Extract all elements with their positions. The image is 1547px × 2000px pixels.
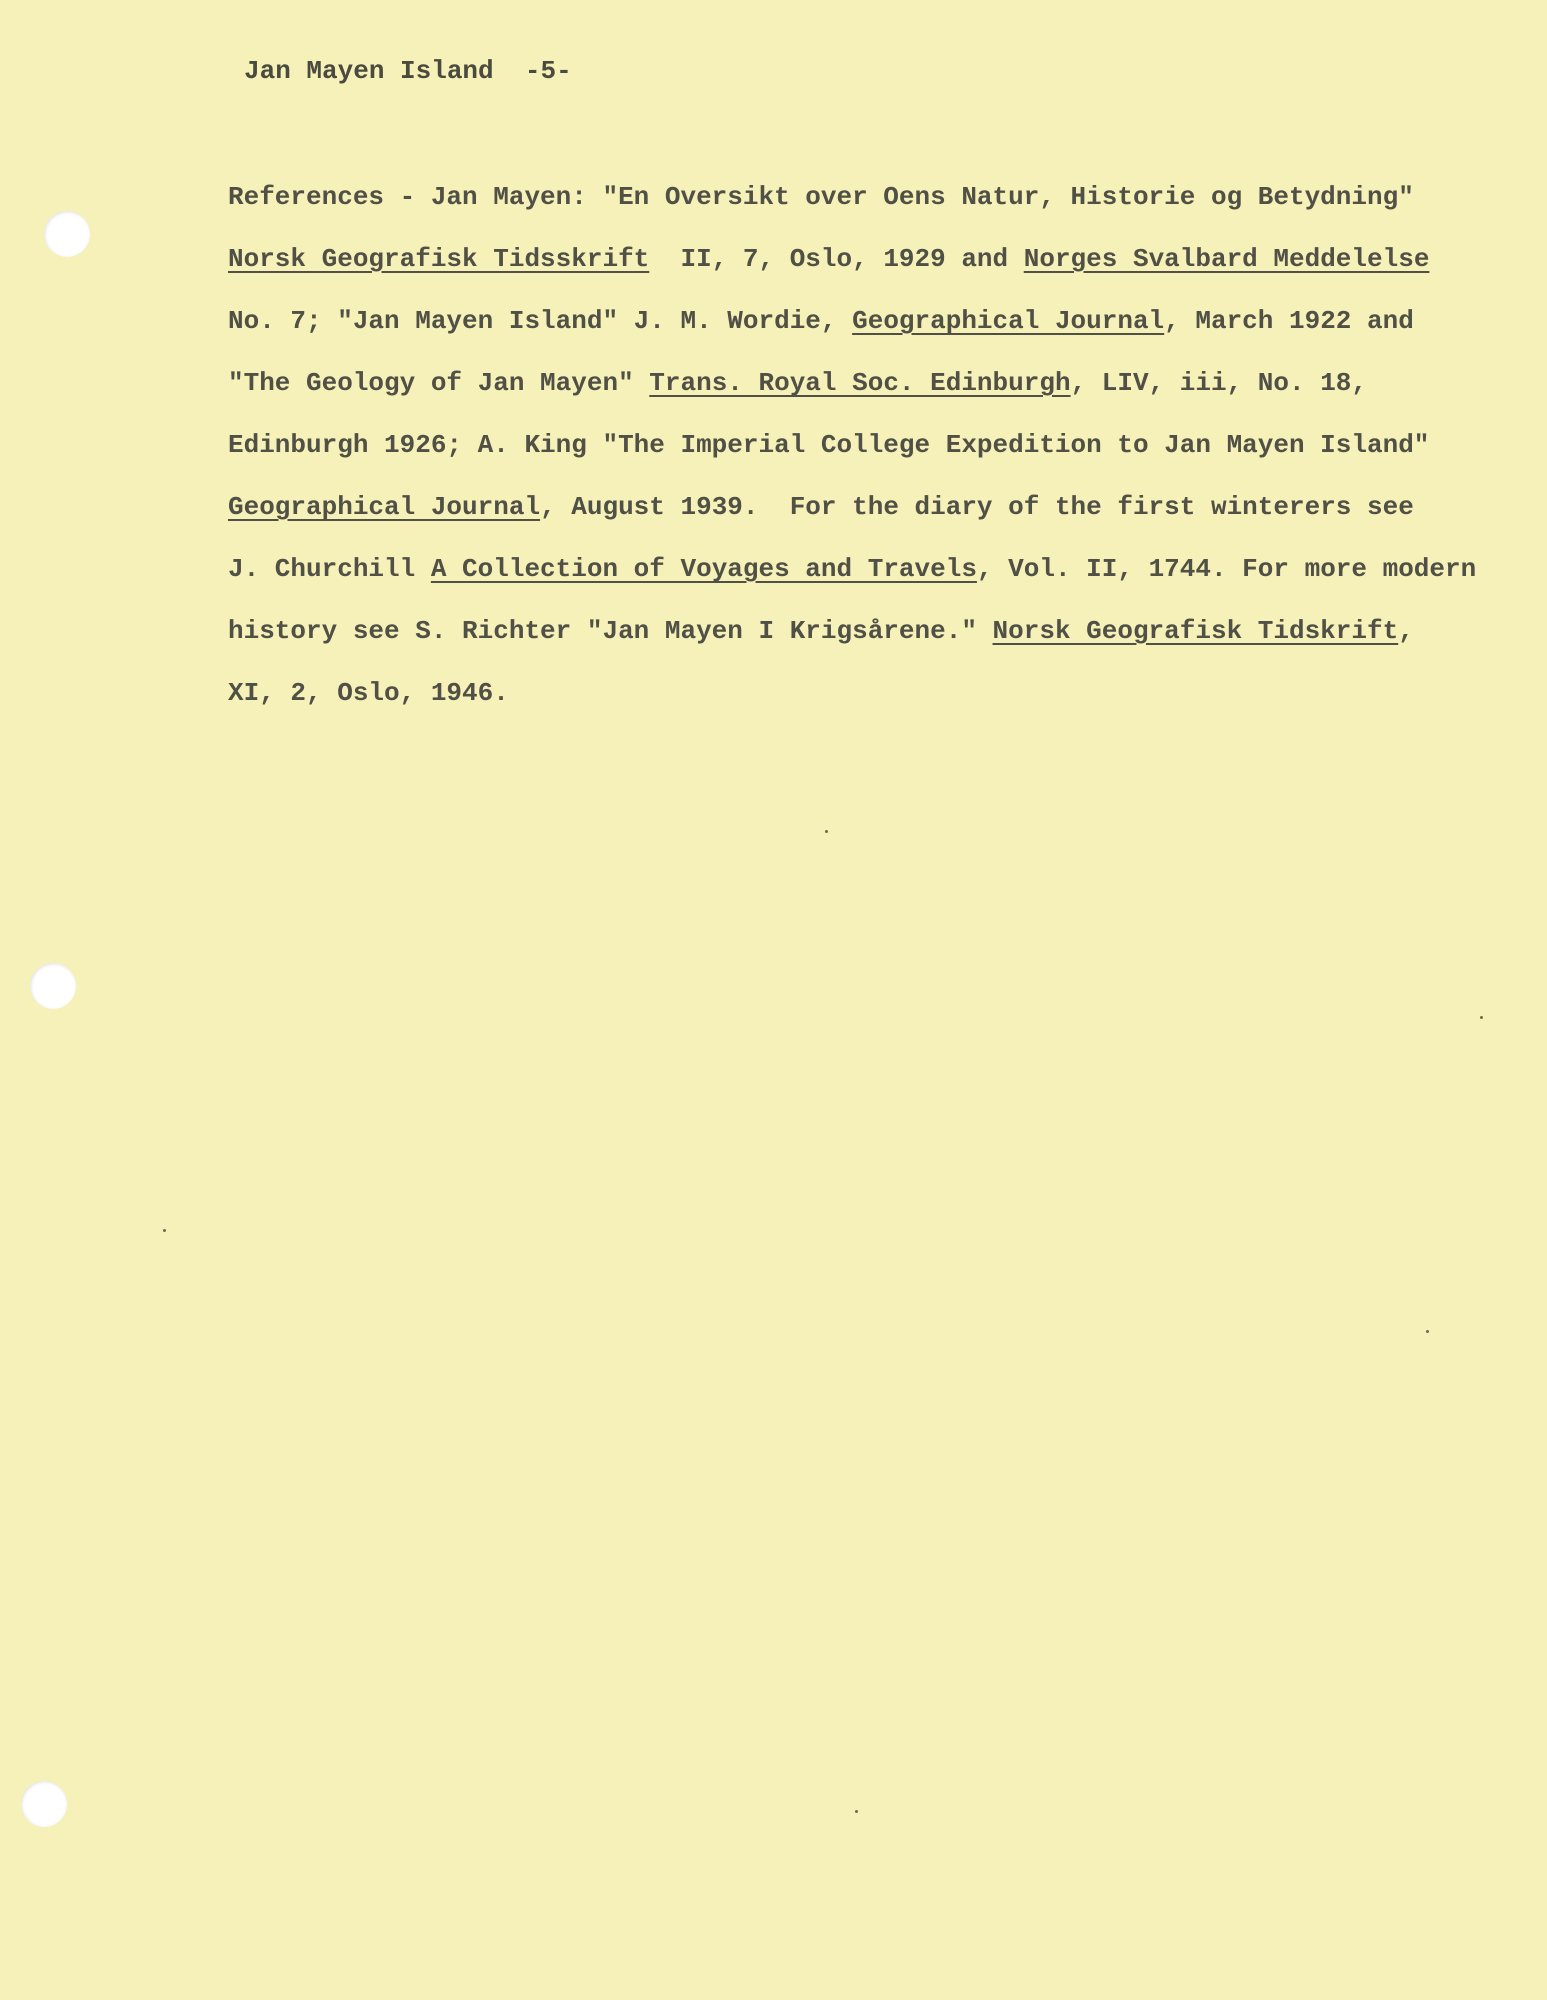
reference-text: Edinburgh 1926; A. King "The Imperial College Expedition to Jan Mayen Island" xyxy=(228,430,1430,460)
underlined-title: Geographical Journal xyxy=(852,306,1165,336)
reference-text: , xyxy=(1398,616,1414,646)
reference-line xyxy=(228,480,1528,542)
underlined-title: Norsk Geografisk Tidskrift xyxy=(992,616,1399,646)
page-number: -5- xyxy=(524,56,572,86)
reference-text: J. Churchill xyxy=(228,554,431,584)
underlined-title: Norsk Geografisk Tidsskrift xyxy=(228,244,650,274)
reference-text: , March 1922 and xyxy=(1164,306,1414,336)
reference-text: history see S. Richter "Jan Mayen I Krigsårene." xyxy=(228,616,993,646)
paper-speck xyxy=(1426,1330,1429,1333)
reference-line xyxy=(228,170,1528,232)
reference-line xyxy=(228,542,1528,604)
reference-text: No. 7; "Jan Mayen Island" J. M. Wordie, xyxy=(228,306,853,336)
punch-hole xyxy=(44,211,90,257)
reference-line xyxy=(228,418,1528,480)
reference-text: , LIV, iii, No. 18, xyxy=(1070,368,1368,398)
reference-text: References - Jan Mayen: "En Oversikt over Oens Natur, Historie og Betydning" xyxy=(228,182,1414,212)
paper-speck xyxy=(1480,1016,1483,1019)
page-header xyxy=(244,56,572,86)
reference-line xyxy=(228,356,1528,418)
paper-speck xyxy=(163,1229,166,1232)
punch-hole xyxy=(21,1781,67,1827)
reference-text: , August 1939. For the diary of the first winterers see xyxy=(540,492,1414,522)
reference-text: XI, 2, Oslo, 1946. xyxy=(228,678,509,708)
reference-text: , Vol. II, 1744. For more modern xyxy=(976,554,1477,584)
reference-line xyxy=(228,666,1528,728)
underlined-title: Norges Svalbard Meddelelse xyxy=(1023,244,1430,274)
reference-text: II, 7, Oslo, 1929 and xyxy=(649,244,1024,274)
underlined-title: Trans. Royal Soc. Edinburgh xyxy=(649,368,1071,398)
references-paragraph xyxy=(228,170,1528,728)
punch-hole xyxy=(30,963,76,1009)
paper-speck xyxy=(825,830,828,833)
underlined-title: Geographical Journal xyxy=(228,492,541,522)
underlined-title: A Collection of Voyages and Travels xyxy=(430,554,977,584)
reference-line xyxy=(228,232,1528,294)
header-title: Jan Mayen Island xyxy=(244,56,494,86)
paper-speck xyxy=(855,1810,858,1813)
reference-line xyxy=(228,604,1528,666)
reference-text: "The Geology of Jan Mayen" xyxy=(228,368,650,398)
reference-line xyxy=(228,294,1528,356)
